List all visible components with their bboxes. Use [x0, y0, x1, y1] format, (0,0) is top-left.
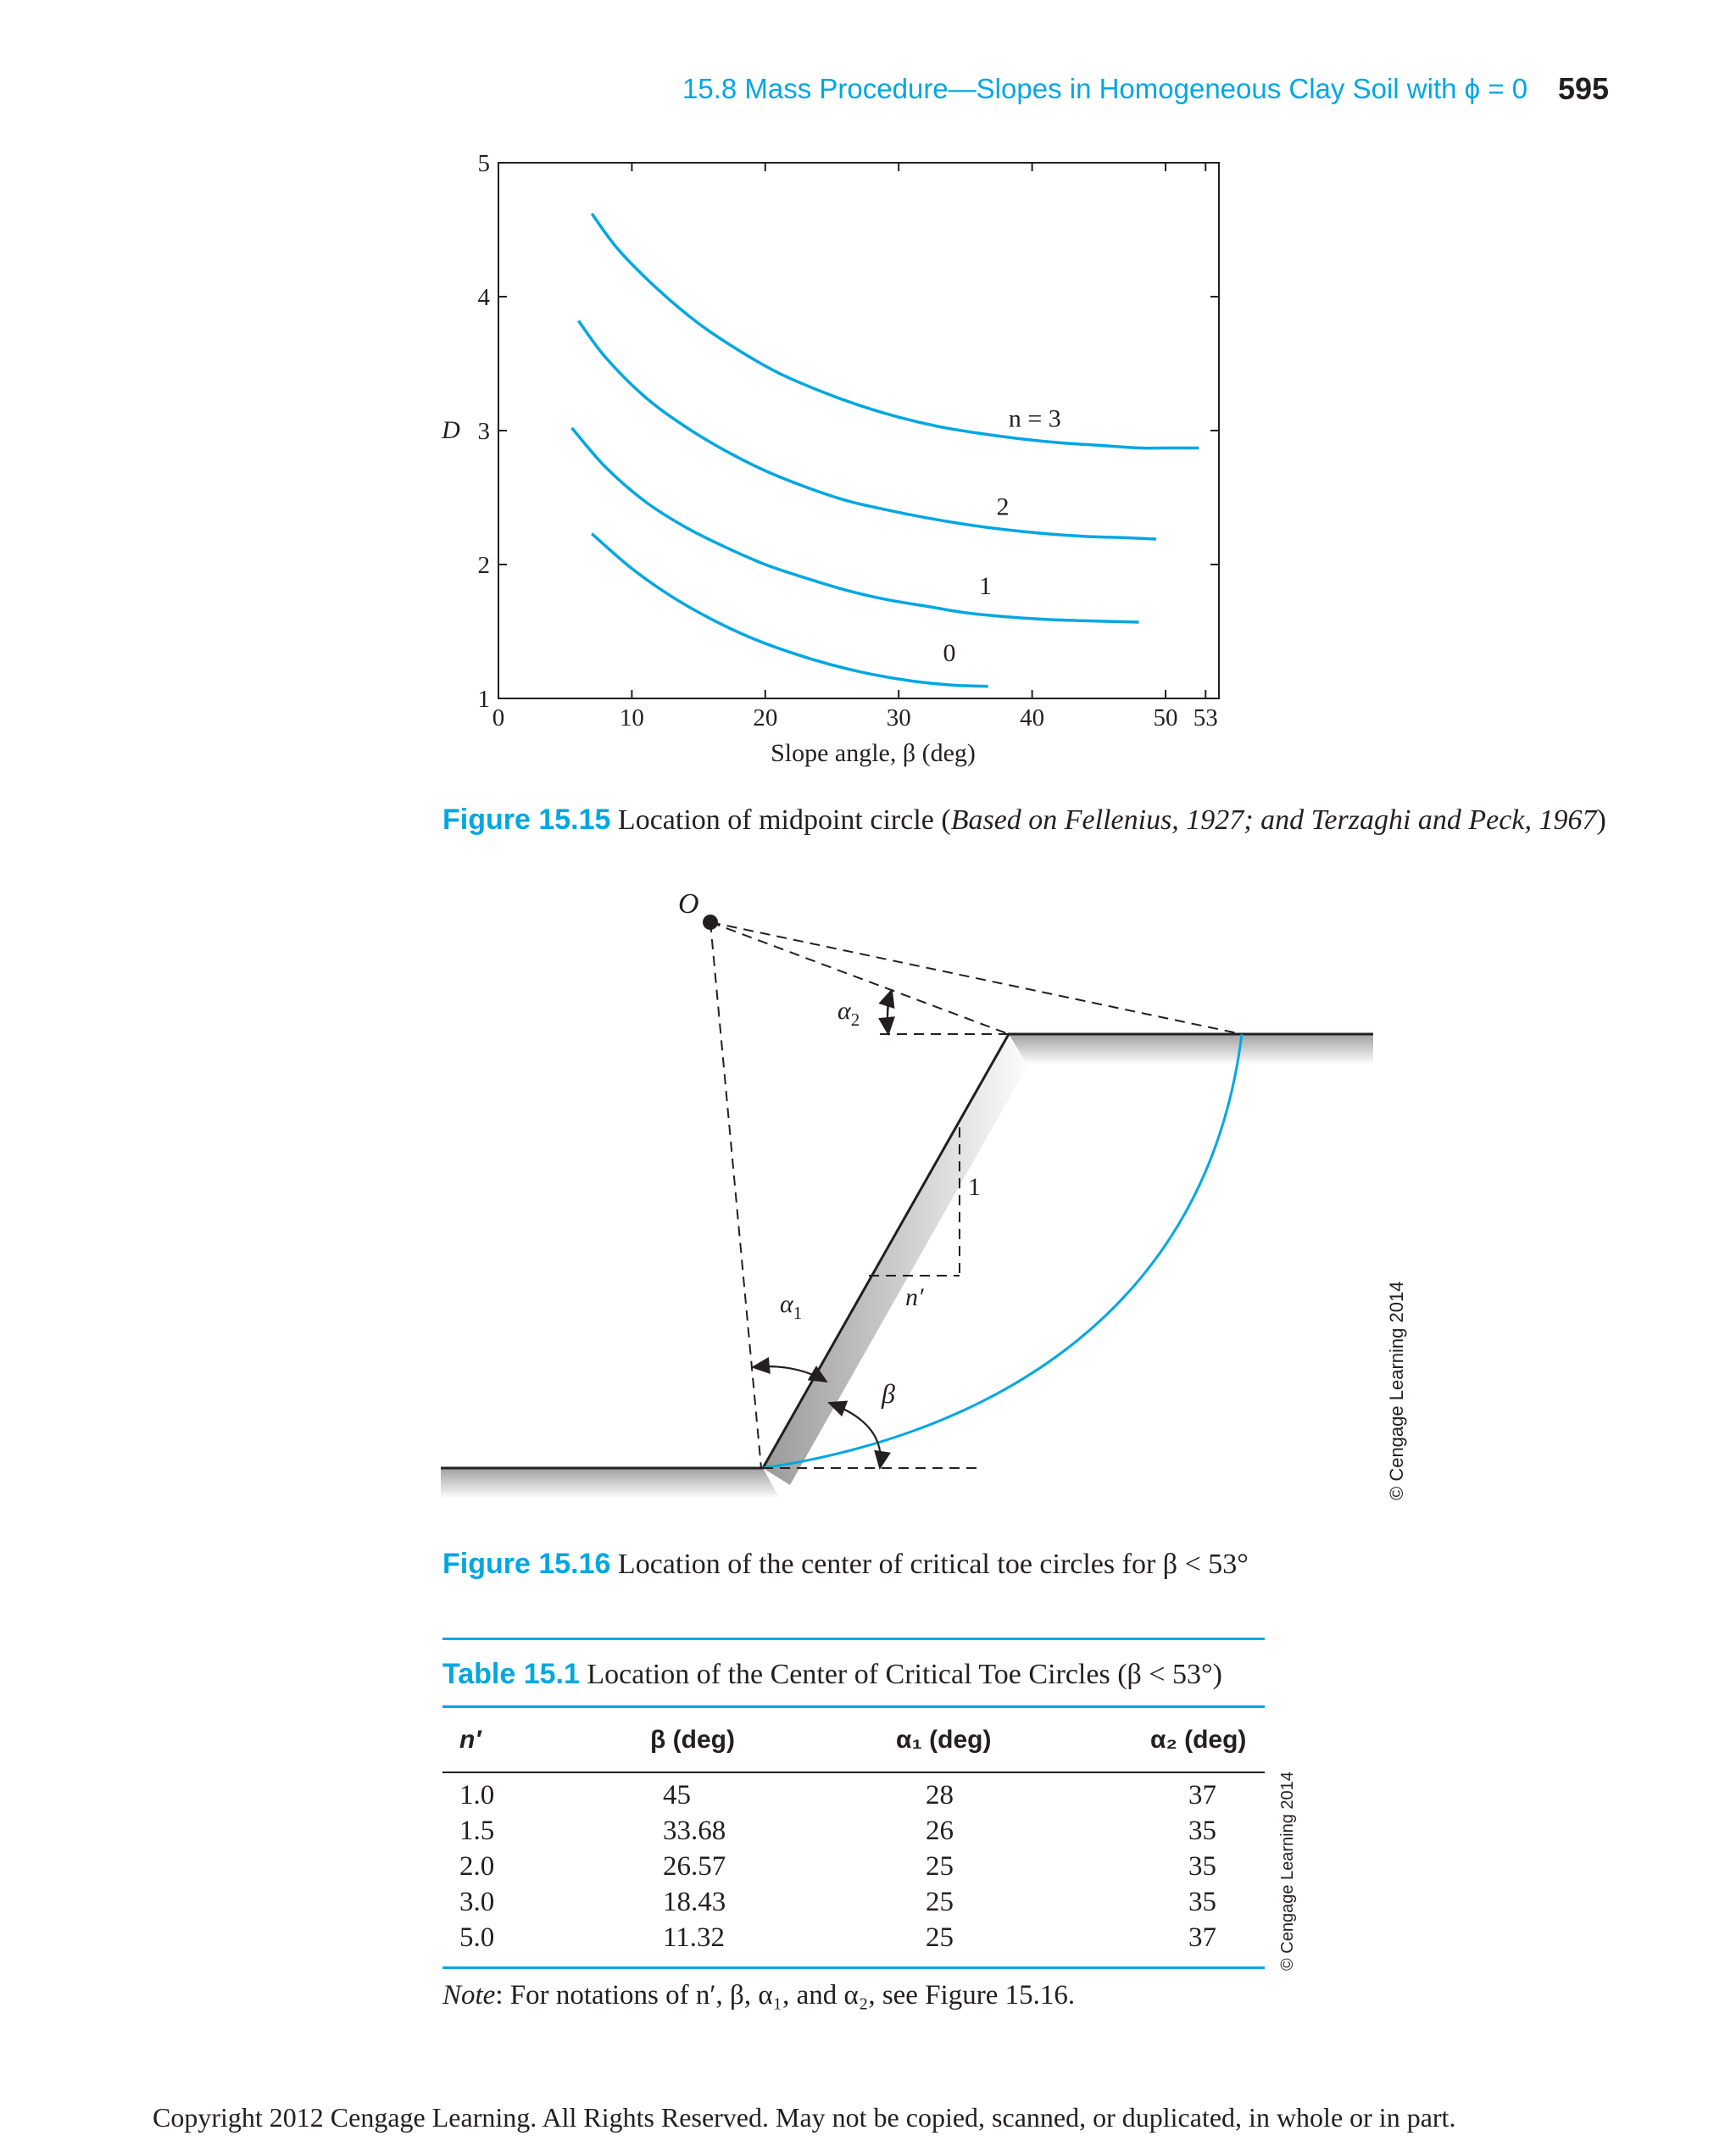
- table-cell: 25: [926, 1887, 954, 1917]
- figure-15-16-caption-text: Location of the center of critical toe circles for β < 53°: [610, 1549, 1249, 1580]
- table-row: [442, 1778, 1265, 1814]
- table-header-n: n′: [459, 1726, 481, 1754]
- table-15-1-title-text: Location of the Center of Critical Toe Circles (β < 53°): [579, 1659, 1222, 1690]
- alpha1-label: [780, 1290, 802, 1323]
- y-tick-label: 3: [477, 418, 490, 445]
- rise-label: 1: [968, 1173, 981, 1201]
- table-cell: 37: [1188, 1922, 1216, 1953]
- center-to-exit-line: [710, 922, 1242, 1034]
- table-cell: 45: [663, 1780, 691, 1810]
- table-bottom-rule: [442, 1966, 1265, 1969]
- table-header-alpha1: α₁ (deg): [896, 1726, 992, 1754]
- table-cell: 11.32: [663, 1922, 726, 1953]
- alpha2-subscript: 2: [850, 1010, 860, 1030]
- chart-series: [572, 214, 1199, 687]
- x-tick-label: 53: [1193, 704, 1218, 731]
- series-annotation: n = 3: [1008, 404, 1061, 433]
- table-cell: 2.0: [459, 1851, 495, 1882]
- page-footer-copyright: Copyright 2012 Cengage Learning. All Rights Reserved. May not be copied, scanned, or duplicated, in whole or in part.: [153, 2102, 1456, 2133]
- figure-15-15-caption-source: Based on Fellenius, 1927; and Terzaghi and Peck, 1967: [950, 804, 1597, 836]
- table-header-beta: β (deg): [650, 1726, 735, 1754]
- table-note-text: : For notations of n′, β, α₁, and α₂, see Figure 15.16.: [495, 1980, 1076, 2011]
- table-title-rule: [442, 1705, 1265, 1708]
- upper-ground-shading: [1009, 1034, 1373, 1065]
- page-number: 595: [1558, 71, 1610, 106]
- slope-face-shading: [763, 1034, 1036, 1485]
- y-tick-label: 2: [477, 552, 490, 579]
- figure-15-15-caption: [442, 804, 1606, 837]
- table-row: [442, 1814, 1265, 1849]
- table-cell: 35: [1188, 1851, 1216, 1882]
- figure-15-16-copyright: © Cengage Learning 2014: [1386, 1281, 1407, 1500]
- table-cell: 5.0: [459, 1922, 495, 1953]
- run-label: n′: [905, 1283, 924, 1311]
- table-top-rule: [442, 1638, 1265, 1640]
- alpha1-subscript: 1: [793, 1303, 803, 1323]
- x-tick-label: 30: [886, 704, 911, 731]
- chart-annotations: [943, 404, 1061, 667]
- x-tick-label: 20: [753, 704, 778, 731]
- table-cell: 28: [926, 1780, 954, 1810]
- y-tick-label: 1: [477, 686, 490, 713]
- circle-center-point: [703, 915, 718, 930]
- figure-15-16-diagram: [424, 882, 1441, 1526]
- table-cell: 18.43: [663, 1887, 726, 1917]
- alpha2-symbol: α: [837, 997, 851, 1025]
- table-cell: 25: [926, 1922, 954, 1953]
- table-header-row: [442, 1726, 1265, 1760]
- x-axis-label: Slope angle, β (deg): [771, 739, 976, 767]
- table-cell: 35: [1188, 1887, 1216, 1917]
- table-15-1-title: [442, 1658, 1222, 1691]
- table-note: [442, 1980, 1075, 2011]
- figure-15-15-label: Figure 15.15: [442, 804, 611, 836]
- table-cell: 37: [1188, 1780, 1216, 1810]
- x-tick-label: 50: [1153, 704, 1178, 731]
- table-row: [442, 1921, 1265, 1956]
- table-header-alpha2: α₂ (deg): [1150, 1726, 1247, 1754]
- lower-ground-shading: [441, 1468, 780, 1499]
- alpha2-label: [837, 997, 860, 1030]
- table-note-label: Note: [442, 1980, 496, 2011]
- table-row: [442, 1885, 1265, 1921]
- x-tick-label: 10: [619, 704, 644, 731]
- series-annotation: 2: [996, 492, 1010, 521]
- table-copyright: © Cengage Learning 2014: [1278, 1772, 1297, 1971]
- beta-label: β: [882, 1378, 895, 1409]
- center-label: O: [678, 888, 699, 920]
- series-line-2: [578, 320, 1156, 539]
- x-tick-label: 40: [1020, 704, 1045, 731]
- table-cell: 25: [926, 1851, 954, 1882]
- figure-15-16-caption: [442, 1548, 1249, 1581]
- y-axis-label: D: [442, 416, 460, 444]
- series-line-1: [572, 428, 1139, 622]
- table-header-rule: [442, 1772, 1265, 1773]
- series-annotation: 0: [943, 638, 956, 667]
- table-row: [442, 1849, 1265, 1885]
- alpha1-symbol: α: [780, 1290, 793, 1318]
- plot-frame: [498, 163, 1219, 698]
- x-tick-label: 0: [492, 704, 505, 731]
- series-line-0: [592, 534, 988, 687]
- y-tick-label: 5: [477, 150, 490, 177]
- table-cell: 26.57: [663, 1851, 726, 1882]
- figure-15-15-caption-prefix: Location of midpoint circle (: [610, 804, 951, 836]
- table-cell: 33.68: [663, 1816, 726, 1846]
- table-cell: 3.0: [459, 1887, 495, 1917]
- beta-arc: [829, 1403, 881, 1468]
- series-annotation: 1: [979, 571, 993, 600]
- table-cell: 1.5: [459, 1816, 495, 1846]
- chart-ticks: [478, 150, 1220, 731]
- y-tick-label: 4: [477, 284, 490, 311]
- running-header-title: 15.8 Mass Procedure—Slopes in Homogeneous Clay Soil with ϕ = 0: [682, 73, 1528, 104]
- chart-frame: [498, 163, 1219, 698]
- beta-arc-back: [829, 1403, 881, 1468]
- center-to-toe-line: [710, 922, 761, 1468]
- table-cell: 26: [926, 1816, 954, 1846]
- figure-15-15-caption-suffix: ): [1596, 804, 1606, 836]
- figure-15-15-chart: [407, 136, 1255, 780]
- figure-15-16-label: Figure 15.16: [442, 1548, 611, 1580]
- table-cell: 35: [1188, 1816, 1216, 1846]
- table-cell: 1.0: [459, 1780, 495, 1810]
- series-line-n3: [592, 214, 1199, 448]
- table-15-1-label: Table 15.1: [442, 1658, 580, 1690]
